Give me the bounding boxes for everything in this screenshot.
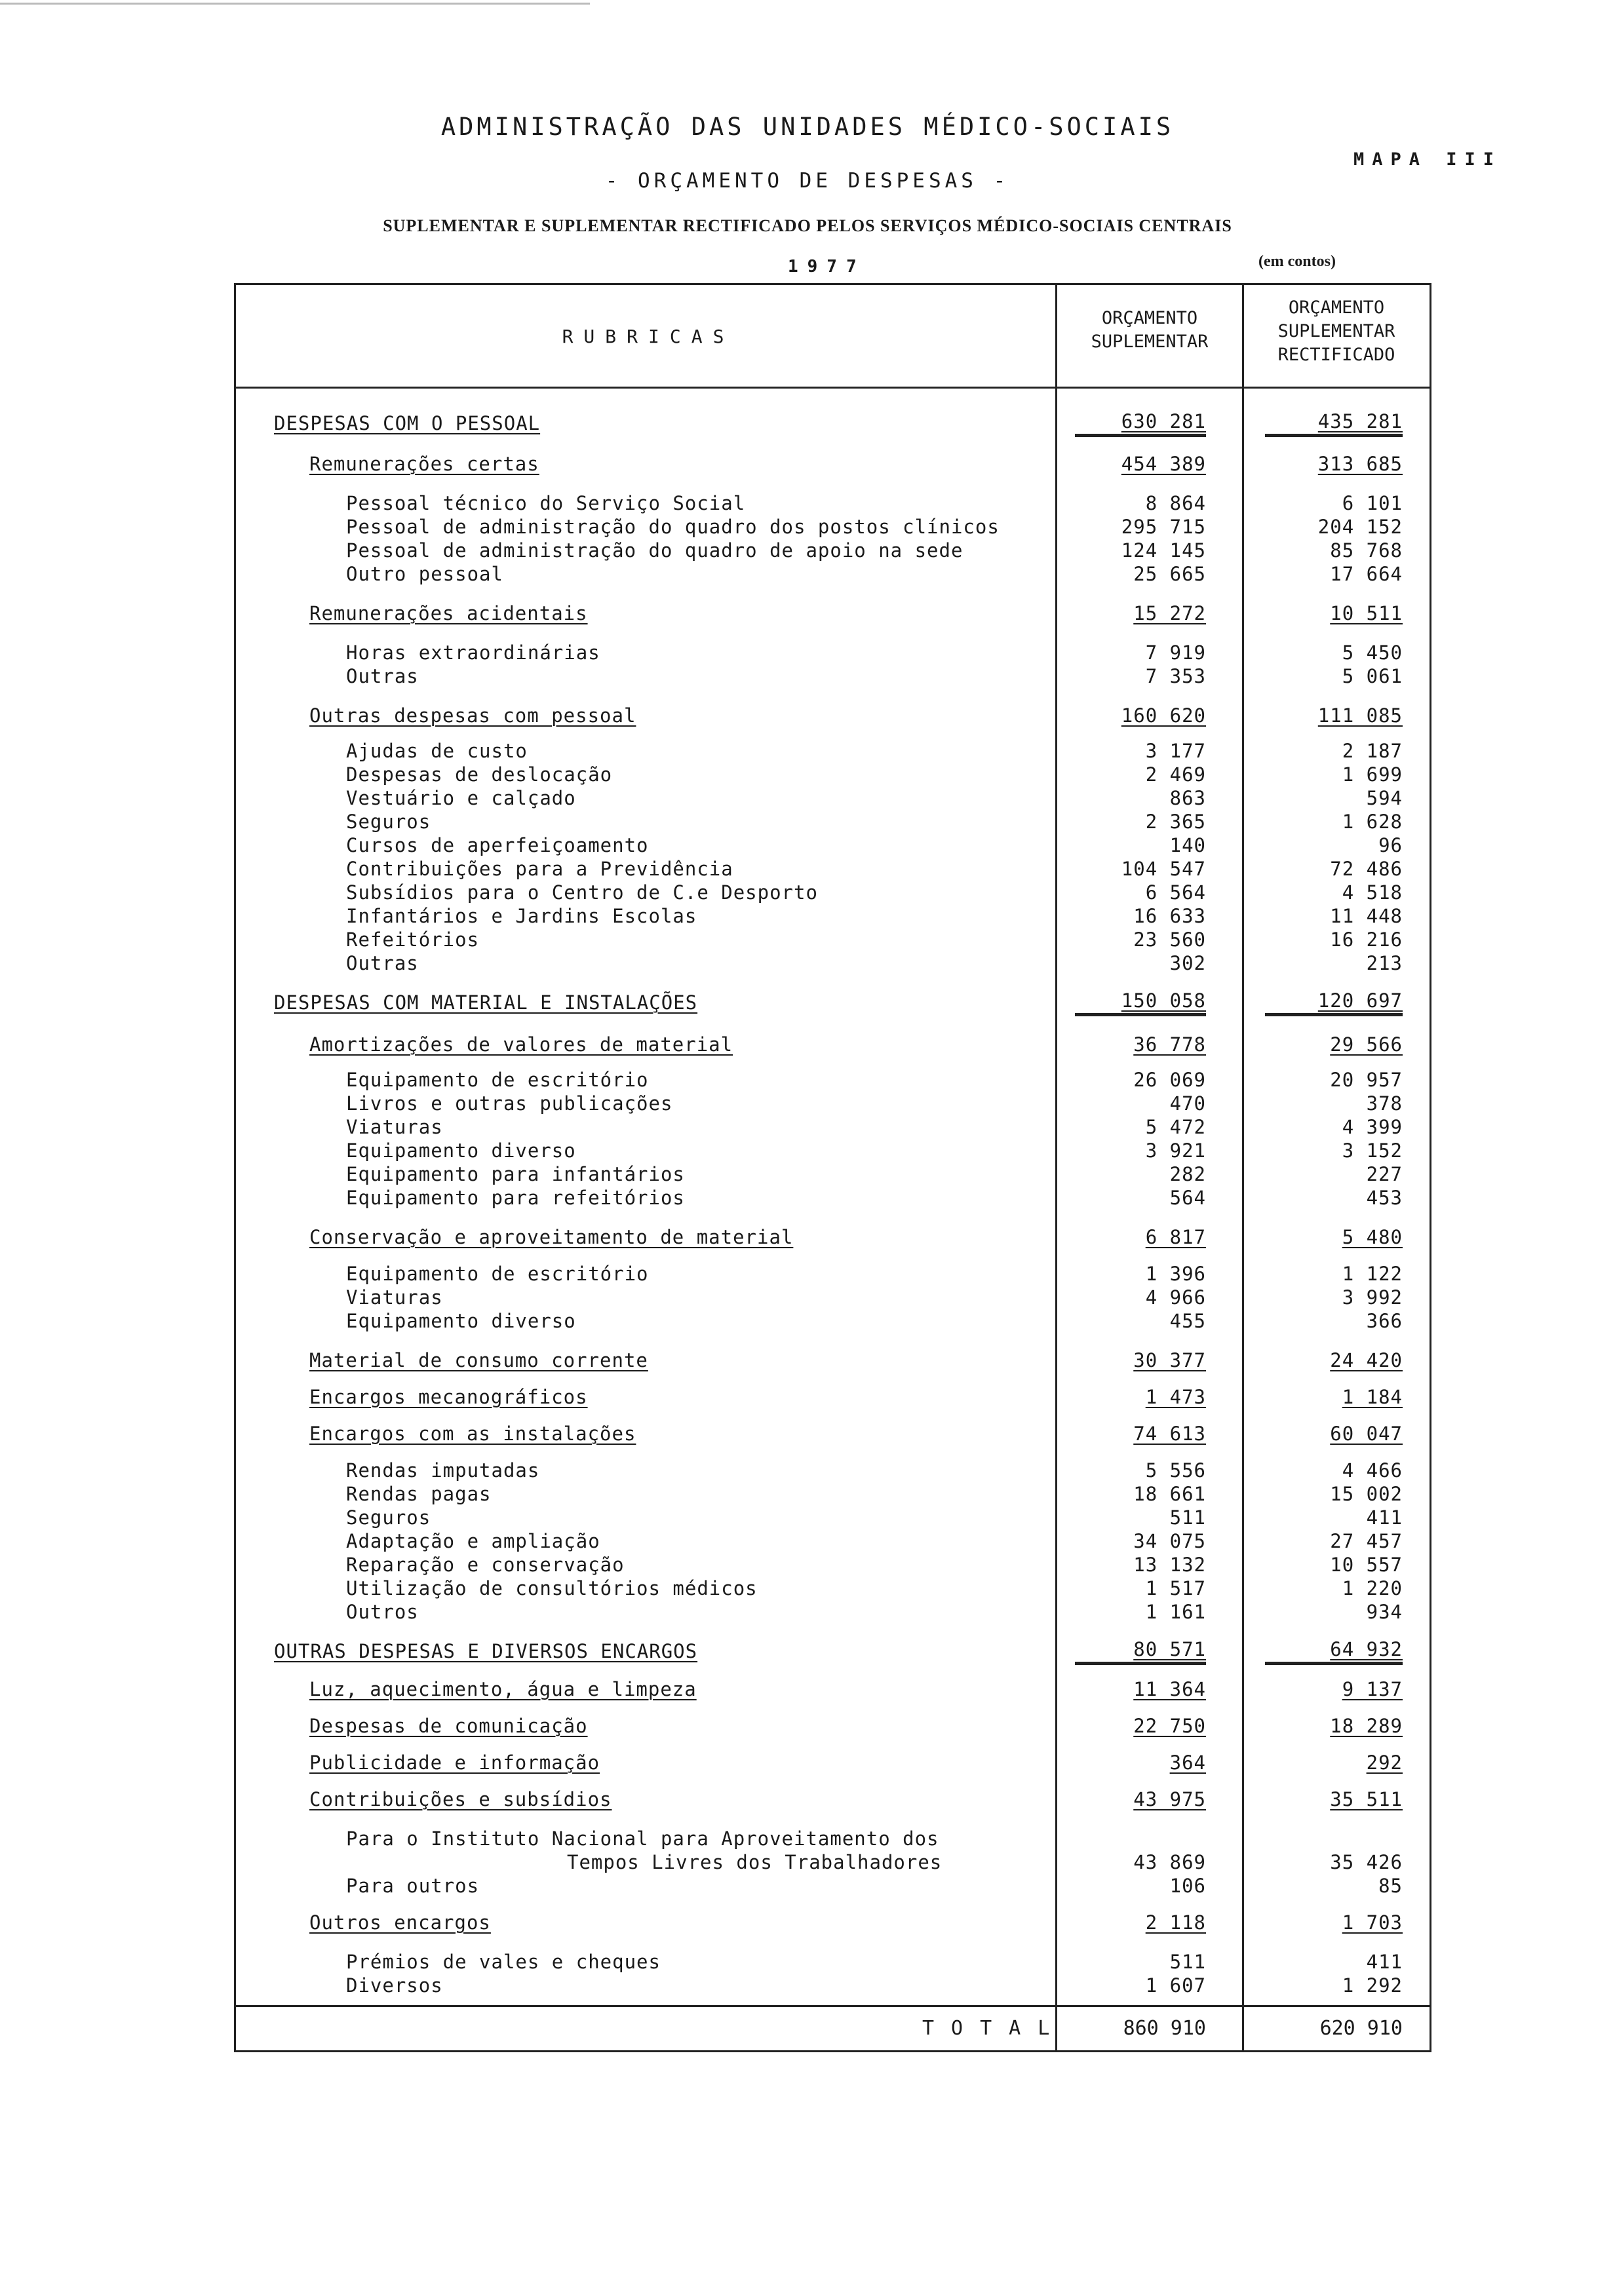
row-value-suplementar: 6 817 xyxy=(1145,1226,1206,1248)
subsection-row xyxy=(0,1751,1615,1774)
item-row xyxy=(0,515,1615,539)
item-row xyxy=(0,1529,1615,1553)
row-label: Pessoal técnico do Serviço Social xyxy=(346,492,746,514)
row-value-rectificado: 16 216 xyxy=(1330,928,1403,951)
item-row xyxy=(0,1309,1615,1333)
row-value-suplementar: 511 xyxy=(1169,1951,1206,1973)
row-value-suplementar: 150 058 xyxy=(1075,991,1206,1016)
row-label: Equipamento diverso xyxy=(346,1310,576,1332)
row-label: Equipamento para refeitórios xyxy=(346,1187,685,1209)
page-description: SUPLEMENTAR E SUPLEMENTAR RECTIFICADO PELOS SERVIÇOS MÉDICO-SOCIAIS CENTRAIS xyxy=(383,216,1232,235)
row-value-rectificado: 1 699 xyxy=(1342,763,1403,786)
row-value-rectificado: 411 xyxy=(1366,1951,1403,1973)
subsection-row xyxy=(0,602,1615,625)
row-label: Equipamento para infantários xyxy=(346,1163,685,1185)
row-value-suplementar: 43 975 xyxy=(1133,1788,1206,1810)
row-value-rectificado: 1 292 xyxy=(1342,1974,1403,1997)
section-row xyxy=(0,1639,1615,1663)
row-value-suplementar: 7 919 xyxy=(1145,641,1206,664)
row-label: Contribuições para a Previdência xyxy=(346,858,733,880)
item-row xyxy=(0,1874,1615,1898)
row-value-rectificado: 15 002 xyxy=(1330,1483,1403,1505)
row-label: Encargos com as instalações xyxy=(309,1423,636,1445)
item-row xyxy=(0,491,1615,515)
row-value-rectificado: 378 xyxy=(1366,1092,1403,1115)
row-value-rectificado: 594 xyxy=(1366,787,1403,809)
row-value-rectificado: 435 281 xyxy=(1265,411,1403,437)
row-value-suplementar: 140 xyxy=(1169,834,1206,856)
item-row xyxy=(0,1482,1615,1506)
row-value-suplementar: 455 xyxy=(1169,1310,1206,1332)
item-row xyxy=(0,739,1615,763)
item-row xyxy=(0,1974,1615,1997)
row-label: Despesas de comunicação xyxy=(309,1715,588,1737)
unit-label: (em contos) xyxy=(1258,253,1336,270)
row-value-suplementar: 34 075 xyxy=(1133,1530,1206,1552)
row-value-rectificado: 18 289 xyxy=(1330,1715,1403,1737)
row-label: Vestuário e calçado xyxy=(346,787,576,809)
row-label: Prémios de vales e cheques xyxy=(346,1951,661,1973)
row-value-rectificado: 27 457 xyxy=(1330,1530,1403,1552)
subsection-row xyxy=(0,1677,1615,1701)
row-value-rectificado: 64 932 xyxy=(1265,1639,1403,1665)
row-value-suplementar: 295 715 xyxy=(1121,516,1206,538)
row-label: Horas extraordinárias xyxy=(346,641,600,664)
item-row xyxy=(0,833,1615,857)
row-value-rectificado: 20 957 xyxy=(1330,1069,1403,1091)
row-value-suplementar: 470 xyxy=(1169,1092,1206,1115)
row-value-rectificado: 411 xyxy=(1366,1506,1403,1529)
item-row xyxy=(0,1092,1615,1115)
subsection-row xyxy=(0,1714,1615,1738)
row-value-rectificado: 1 628 xyxy=(1342,811,1403,833)
row-value-rectificado: 3 992 xyxy=(1342,1286,1403,1309)
row-label: Outras xyxy=(346,952,419,974)
row-value-rectificado: 453 xyxy=(1366,1187,1403,1209)
row-label: Para o Instituto Nacional para Aproveitamento dos xyxy=(346,1827,939,1850)
row-value-rectificado: 85 xyxy=(1378,1875,1403,1897)
row-value-rectificado: 24 420 xyxy=(1330,1349,1403,1371)
row-value-rectificado: 10 557 xyxy=(1330,1554,1403,1576)
row-label: Outros xyxy=(346,1601,419,1623)
row-value-rectificado: 5 061 xyxy=(1342,665,1403,687)
row-value-suplementar: 564 xyxy=(1169,1187,1206,1209)
row-label: Remunerações certas xyxy=(309,453,539,475)
row-value-rectificado: 111 085 xyxy=(1317,704,1403,727)
row-value-rectificado: 5 450 xyxy=(1342,641,1403,664)
row-label: Luz, aquecimento, água e limpeza xyxy=(309,1678,697,1700)
row-value-rectificado: 29 566 xyxy=(1330,1033,1403,1056)
row-label: Rendas pagas xyxy=(346,1483,492,1505)
row-value-rectificado: 1 703 xyxy=(1342,1911,1403,1934)
row-label: Encargos mecanográficos xyxy=(309,1386,588,1408)
row-value-suplementar: 43 869 xyxy=(1133,1851,1206,1873)
row-value-suplementar: 1 396 xyxy=(1145,1263,1206,1285)
total-label: TOTAL xyxy=(922,2017,1067,2040)
row-value-rectificado: 96 xyxy=(1378,834,1403,856)
row-value-suplementar: 106 xyxy=(1169,1875,1206,1897)
row-value-suplementar: 3 921 xyxy=(1145,1139,1206,1162)
row-label: DESPESAS COM O PESSOAL xyxy=(274,412,541,434)
row-value-rectificado: 366 xyxy=(1366,1310,1403,1332)
row-value-rectificado: 9 137 xyxy=(1342,1678,1403,1700)
subsection-row xyxy=(0,704,1615,727)
row-value-suplementar: 11 364 xyxy=(1133,1678,1206,1700)
row-value-rectificado: 17 664 xyxy=(1330,563,1403,585)
row-label: Outro pessoal xyxy=(346,563,503,585)
section-row xyxy=(0,411,1615,435)
row-value-rectificado: 1 220 xyxy=(1342,1577,1403,1599)
section-row xyxy=(0,991,1615,1014)
total-value-rectificado: 620 910 xyxy=(1319,2017,1403,2040)
item-row xyxy=(0,881,1615,904)
row-label: Refeitórios xyxy=(346,928,480,951)
row-value-rectificado: 120 697 xyxy=(1265,991,1403,1016)
page-subtitle: - ORÇAMENTO DE DESPESAS - xyxy=(605,169,1010,193)
page-title: ADMINISTRAÇÃO DAS UNIDADES MÉDICO-SOCIAIS xyxy=(440,113,1175,141)
subsection-row xyxy=(0,1422,1615,1445)
row-label: OUTRAS DESPESAS E DIVERSOS ENCARGOS xyxy=(274,1640,698,1662)
row-value-suplementar: 160 620 xyxy=(1121,704,1206,727)
row-value-rectificado: 3 152 xyxy=(1342,1139,1403,1162)
row-value-suplementar: 5 556 xyxy=(1145,1459,1206,1482)
row-label: Cursos de aperfeiçoamento xyxy=(346,834,649,856)
total-value-suplementar: 860 910 xyxy=(1123,2017,1206,2040)
row-label: Equipamento de escritório xyxy=(346,1069,649,1091)
row-label: Despesas de deslocação xyxy=(346,763,613,786)
row-label: Livros e outras publicações xyxy=(346,1092,673,1115)
row-value-suplementar: 1 473 xyxy=(1145,1386,1206,1408)
item-row xyxy=(0,1262,1615,1286)
row-value-rectificado: 292 xyxy=(1366,1751,1403,1774)
row-value-suplementar: 364 xyxy=(1169,1751,1206,1774)
row-value-suplementar: 2 365 xyxy=(1145,811,1206,833)
row-value-suplementar: 7 353 xyxy=(1145,665,1206,687)
item-row xyxy=(0,1459,1615,1482)
row-label: Viaturas xyxy=(346,1116,443,1138)
row-label: Conservação e aproveitamento de material xyxy=(309,1226,794,1248)
header-divider xyxy=(234,387,1431,389)
row-value-suplementar: 22 750 xyxy=(1133,1715,1206,1737)
row-label: Outras despesas com pessoal xyxy=(309,704,636,727)
row-label: Diversos xyxy=(346,1974,443,1997)
row-label: Pessoal de administração do quadro dos postos clínicos xyxy=(346,516,1000,538)
item-row xyxy=(0,1162,1615,1186)
subsection-row xyxy=(0,1225,1615,1249)
row-value-rectificado: 35 511 xyxy=(1330,1788,1403,1810)
year-label: 1977 xyxy=(788,257,866,277)
subsection-row xyxy=(0,1911,1615,1934)
row-value-rectificado: 213 xyxy=(1366,952,1403,974)
row-value-rectificado: 4 518 xyxy=(1342,881,1403,904)
subsection-row xyxy=(0,452,1615,476)
row-value-suplementar: 18 661 xyxy=(1133,1483,1206,1505)
column-header-rubricas: RUBRICAS xyxy=(562,326,735,347)
item-row xyxy=(0,1827,1615,1850)
subsection-row xyxy=(0,1385,1615,1409)
row-label: Equipamento de escritório xyxy=(346,1263,649,1285)
row-label: Seguros xyxy=(346,811,431,833)
row-value-suplementar: 124 145 xyxy=(1121,539,1206,562)
row-label: Material de consumo corrente xyxy=(309,1349,648,1371)
row-label: Para outros xyxy=(346,1875,480,1897)
row-value-rectificado: 313 685 xyxy=(1317,453,1403,475)
row-label: Amortizações de valores de material xyxy=(309,1033,733,1056)
map-label: MAPA III xyxy=(1353,149,1502,170)
row-label: Pessoal de administração do quadro de apoio na sede xyxy=(346,539,963,562)
item-row xyxy=(0,928,1615,951)
row-value-rectificado: 2 187 xyxy=(1342,740,1403,762)
row-value-suplementar: 1 161 xyxy=(1145,1601,1206,1623)
row-value-suplementar: 2 118 xyxy=(1145,1911,1206,1934)
row-value-suplementar: 863 xyxy=(1169,787,1206,809)
row-value-suplementar: 104 547 xyxy=(1121,858,1206,880)
row-value-rectificado: 1 122 xyxy=(1342,1263,1403,1285)
item-row xyxy=(0,1186,1615,1210)
row-value-suplementar: 25 665 xyxy=(1133,563,1206,585)
subsection-row xyxy=(0,1033,1615,1056)
item-row xyxy=(0,1577,1615,1600)
item-row xyxy=(0,810,1615,833)
subsection-row xyxy=(0,1349,1615,1372)
row-label: Rendas imputadas xyxy=(346,1459,540,1482)
row-value-suplementar: 15 272 xyxy=(1133,602,1206,624)
row-value-suplementar: 6 564 xyxy=(1145,881,1206,904)
row-value-rectificado: 6 101 xyxy=(1342,492,1403,514)
row-label: Outros encargos xyxy=(309,1911,491,1934)
row-value-suplementar: 13 132 xyxy=(1133,1554,1206,1576)
item-row xyxy=(0,786,1615,810)
item-row xyxy=(0,1506,1615,1529)
row-value-suplementar: 8 864 xyxy=(1145,492,1206,514)
item-row xyxy=(0,904,1615,928)
row-value-rectificado: 934 xyxy=(1366,1601,1403,1623)
row-label: Outras xyxy=(346,665,419,687)
item-row-continuation xyxy=(0,1850,1615,1874)
row-label: DESPESAS COM MATERIAL E INSTALAÇÕES xyxy=(274,991,698,1014)
item-row xyxy=(0,857,1615,881)
item-row xyxy=(0,1553,1615,1577)
row-label: Ajudas de custo xyxy=(346,740,528,762)
item-row xyxy=(0,1286,1615,1309)
row-value-suplementar: 282 xyxy=(1169,1163,1206,1185)
row-label: Adaptação e ampliação xyxy=(346,1530,600,1552)
row-value-suplementar: 4 966 xyxy=(1145,1286,1206,1309)
row-label: Equipamento diverso xyxy=(346,1139,576,1162)
row-value-suplementar: 36 778 xyxy=(1133,1033,1206,1056)
row-label: Tempos Livres dos Trabalhadores xyxy=(567,1851,943,1873)
row-value-suplementar: 511 xyxy=(1169,1506,1206,1529)
row-value-rectificado: 227 xyxy=(1366,1163,1403,1185)
row-value-rectificado: 5 480 xyxy=(1342,1226,1403,1248)
row-value-suplementar: 302 xyxy=(1169,952,1206,974)
item-row xyxy=(0,539,1615,562)
row-value-suplementar: 454 389 xyxy=(1121,453,1206,475)
row-label: Remunerações acidentais xyxy=(309,602,588,624)
row-value-suplementar: 2 469 xyxy=(1145,763,1206,786)
row-value-rectificado: 4 399 xyxy=(1342,1116,1403,1138)
row-label: Seguros xyxy=(346,1506,431,1529)
row-value-suplementar: 26 069 xyxy=(1133,1069,1206,1091)
subsection-row xyxy=(0,1788,1615,1811)
scan-artifact-line xyxy=(0,3,590,5)
row-value-rectificado: 35 426 xyxy=(1330,1851,1403,1873)
row-value-suplementar: 5 472 xyxy=(1145,1116,1206,1138)
row-value-rectificado: 85 768 xyxy=(1330,539,1403,562)
total-row xyxy=(234,2005,1431,2052)
row-label: Publicidade e informação xyxy=(309,1751,600,1774)
item-row xyxy=(0,1950,1615,1974)
column-header-orcamento-rectificado: ORÇAMENTO SUPLEMENTAR RECTIFICADO xyxy=(1277,297,1395,365)
row-value-rectificado: 60 047 xyxy=(1330,1423,1403,1445)
item-row xyxy=(0,951,1615,975)
row-value-suplementar: 23 560 xyxy=(1133,928,1206,951)
row-label: Contribuições e subsídios xyxy=(309,1788,612,1810)
row-value-suplementar: 1 607 xyxy=(1145,1974,1206,1997)
row-value-suplementar: 1 517 xyxy=(1145,1577,1206,1599)
column-header-orcamento-suplementar: ORÇAMENTO SUPLEMENTAR xyxy=(1091,308,1209,352)
item-row xyxy=(0,1139,1615,1162)
row-value-rectificado: 204 152 xyxy=(1317,516,1403,538)
item-row xyxy=(0,664,1615,688)
item-row xyxy=(0,1068,1615,1092)
item-row xyxy=(0,641,1615,664)
row-label: Utilização de consultórios médicos xyxy=(346,1577,758,1599)
row-value-rectificado: 72 486 xyxy=(1330,858,1403,880)
row-label: Viaturas xyxy=(346,1286,443,1309)
item-row xyxy=(0,763,1615,786)
row-value-rectificado: 1 184 xyxy=(1342,1386,1403,1408)
item-row xyxy=(0,1600,1615,1624)
row-value-suplementar: 30 377 xyxy=(1133,1349,1206,1371)
item-row xyxy=(0,562,1615,586)
row-label: Reparação e conservação xyxy=(346,1554,625,1576)
item-row xyxy=(0,1115,1615,1139)
row-value-suplementar: 74 613 xyxy=(1133,1423,1206,1445)
row-value-rectificado: 10 511 xyxy=(1330,602,1403,624)
row-value-suplementar: 80 571 xyxy=(1075,1639,1206,1665)
row-value-rectificado: 11 448 xyxy=(1330,905,1403,927)
row-label: Infantários e Jardins Escolas xyxy=(346,905,697,927)
row-value-rectificado: 4 466 xyxy=(1342,1459,1403,1482)
row-value-suplementar: 3 177 xyxy=(1145,740,1206,762)
row-value-suplementar: 16 633 xyxy=(1133,905,1206,927)
row-label: Subsídios para o Centro de C.e Desporto xyxy=(346,881,818,904)
row-value-suplementar: 630 281 xyxy=(1075,411,1206,437)
